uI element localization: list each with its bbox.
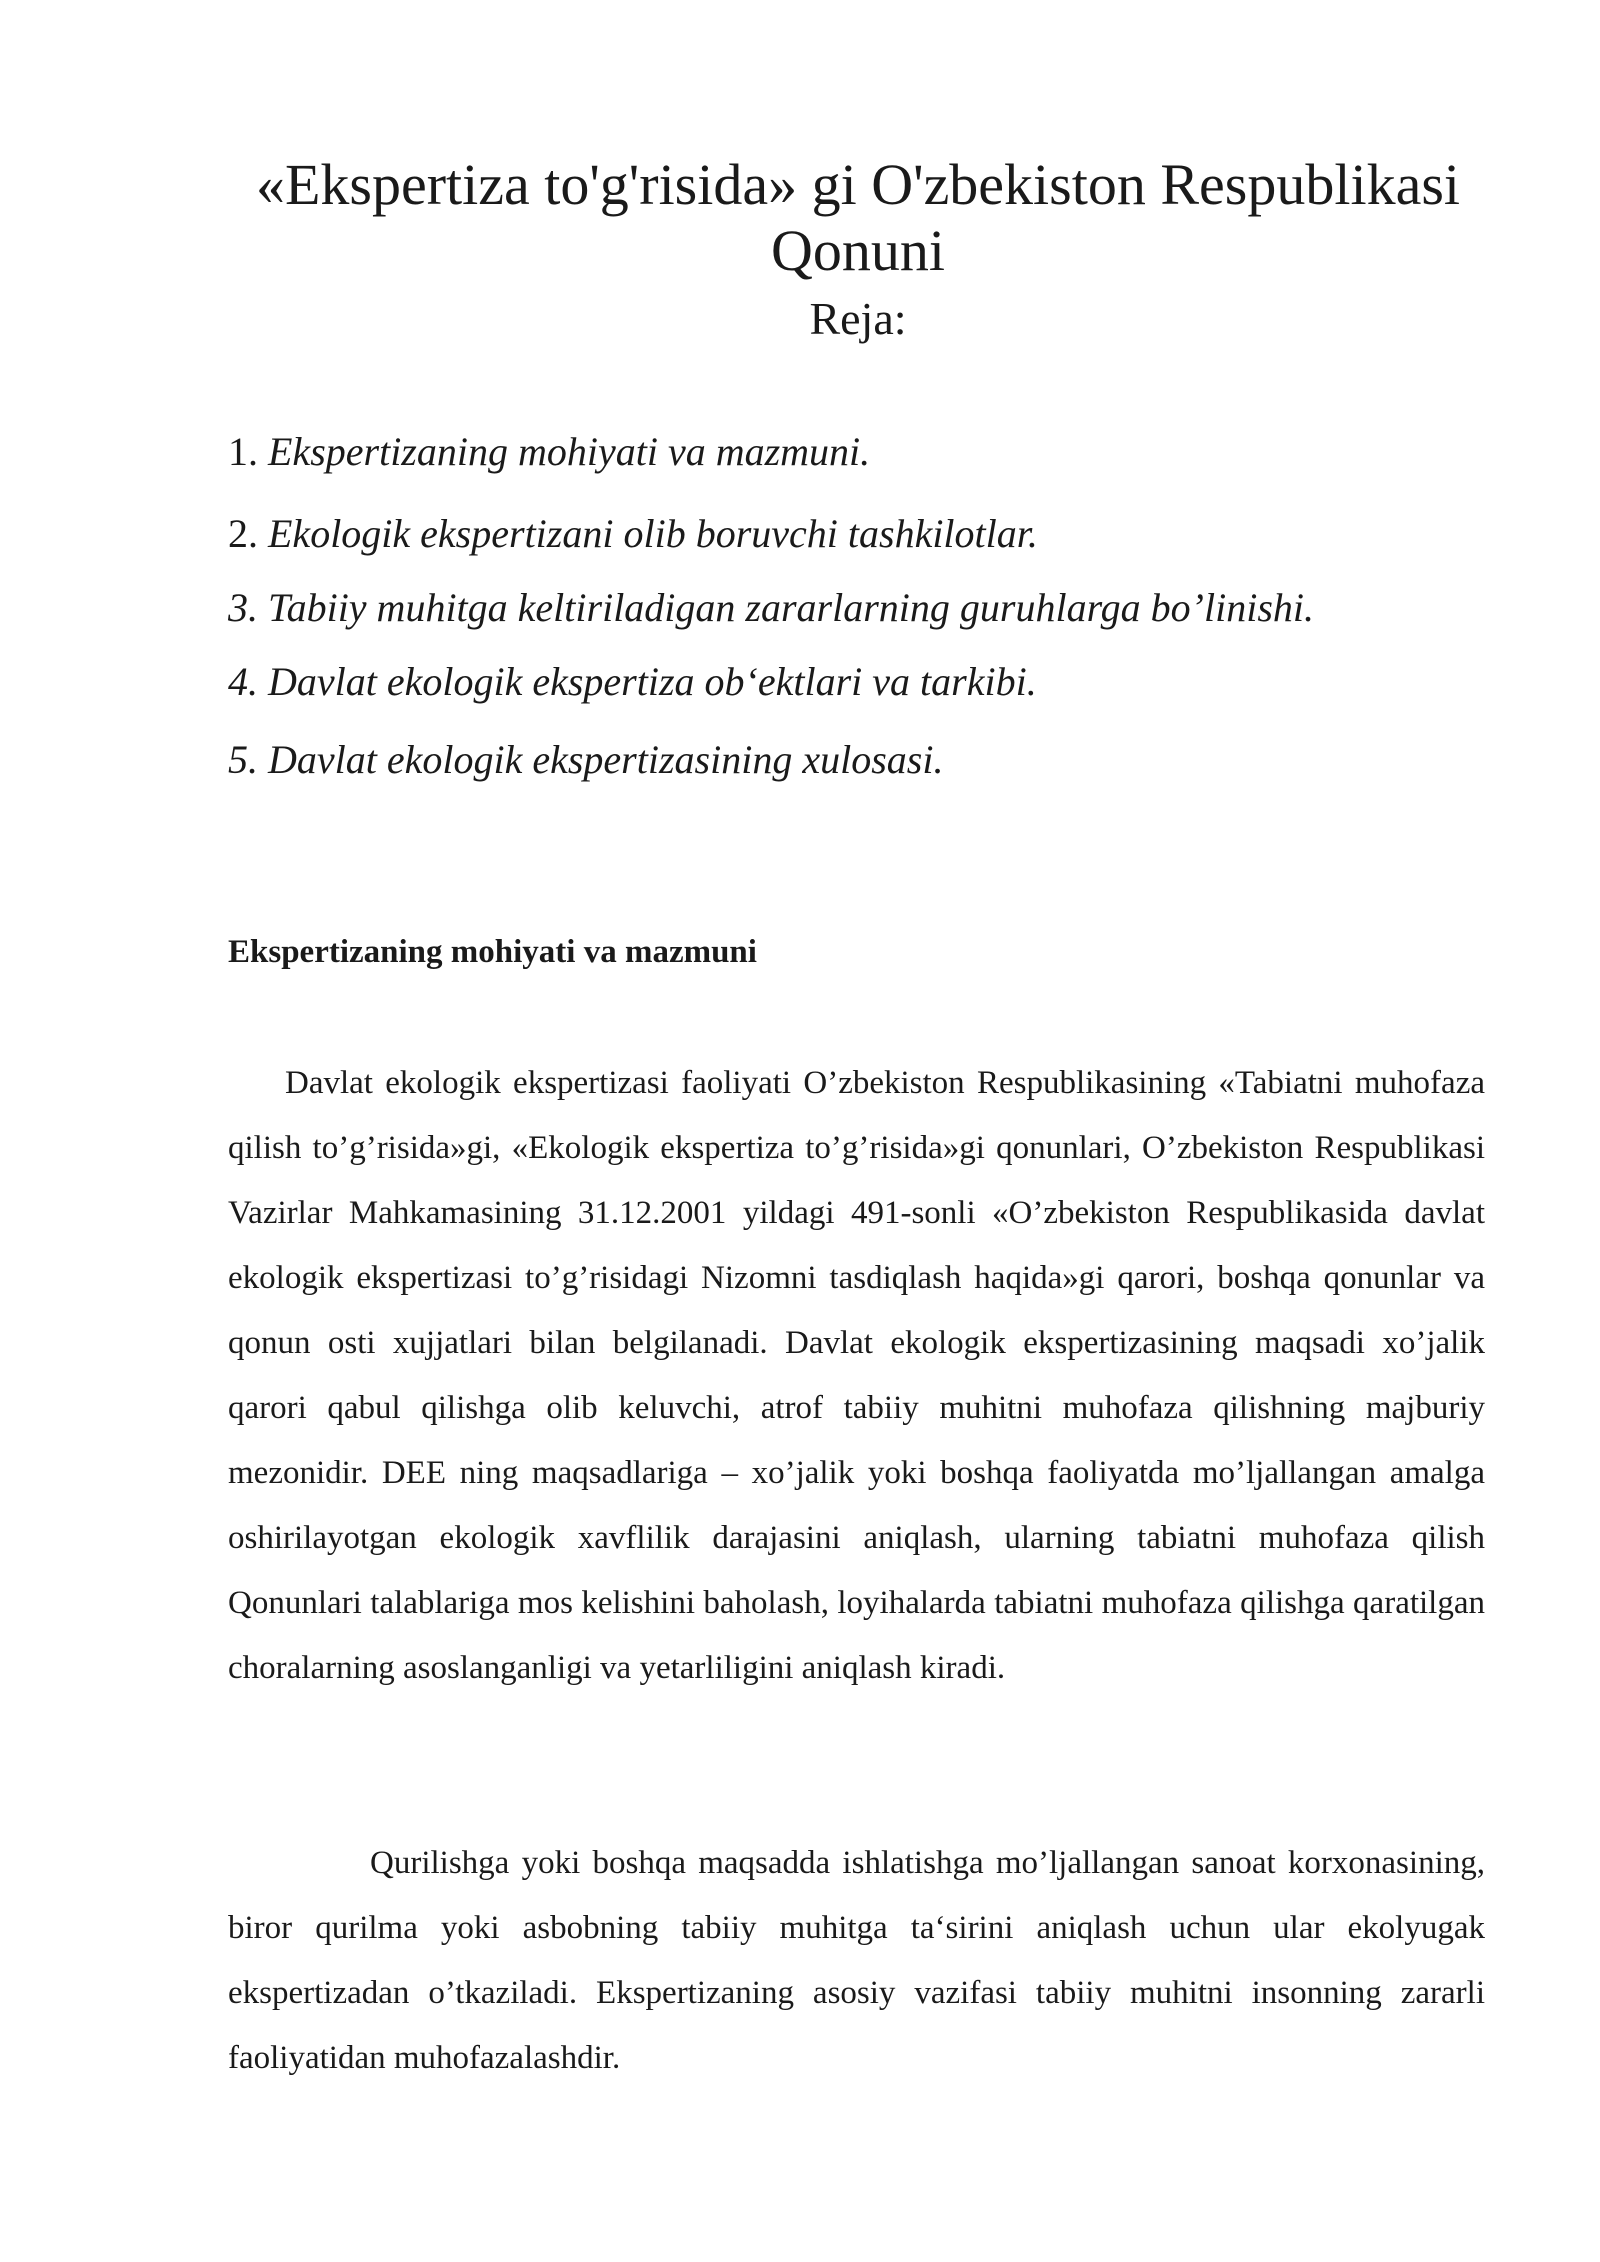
plan-item-number: 5.: [228, 737, 258, 782]
plan-item-text: Ekologik ekspertizani olib boruvchi tashkilotlar.: [268, 511, 1038, 556]
plan-item: [228, 584, 1314, 632]
plan-item-text: Tabiiy muhitga keltiriladigan zararlarning guruhlarga bo’linishi.: [268, 585, 1315, 630]
plan-item: [228, 510, 1038, 558]
plan-item: [228, 736, 943, 784]
plan-item-number: 3.: [228, 585, 258, 630]
plan-heading: Reja:: [809, 293, 907, 344]
plan-item-text: Davlat ekologik ekspertizasining xulosasi.: [268, 737, 944, 782]
body-paragraph: Davlat ekologik ekspertizasi faoliyati O’zbekiston Respublikasining «Tabiatni muhofaza qilish to’g’risida»gi, «Ekologik ekspertiza to’g’risida»gi qonunlari, O’zbekiston Respublikasi Vazirlar Mahkamasining 31.12.2001 yildagi 491-sonli «O’zbekiston Respublikasida davlat ekologik ekspertizasi to’g’risidagi Nizomni tasdiqlash haqida»gi qarori, boshqa qonunlar va qonun osti xujjatlari bilan belgilanadi. Davlat ekologik ekspertizasining maqsadi xo’jalik qarori qabul qilishga olib keluvchi, atrof tabiiy muhitni muhofaza qilishning majburiy mezonidir. DEE ning maqsadlariga – xo’jalik yoki boshqa faoliyatda mo’ljallangan amalga oshirilayotgan ekologik xavflilik darajasini aniqlash, ularning tabiatni muhofaza qilish Qonunlari talablariga mos kelishini baholash, loyihalarda tabiatni muhofaza qilishga qaratilgan choralarning asoslanganligi va yetarliligini aniqlash kiradi.: [228, 1065, 1485, 1686]
plan-item-number: 2.: [228, 511, 258, 556]
plan-item-number: 1.: [228, 429, 258, 474]
document-title: «Ekspertiza to'g'risida» gi O'zbekiston Respublikasi Qonuni: [255, 152, 1461, 283]
plan-item: [228, 658, 1037, 706]
plan-item-number: 4.: [228, 659, 258, 704]
section-heading: Ekspertizaning mohiyati va mazmuni: [228, 934, 757, 970]
plan-item-text: Ekspertizaning mohiyati va mazmuni.: [268, 429, 871, 474]
body-paragraph: Qurilishga yoki boshqa maqsadda ishlatishga mo’ljallangan sanoat korxonasining, biror qurilma yoki asbobning tabiiy muhitga ta‘sirini aniqlash uchun ular ekolyugak ekspertizadan o’tkaziladi. Ekspertizaning asosiy vazifasi tabiiy muhitni insonning zararli faoliyatidan muhofazalashdir.: [228, 1845, 1485, 2076]
plan-item: [228, 428, 870, 476]
plan-item-text: Davlat ekologik ekspertiza ob‘ektlari va tarkibi.: [268, 659, 1037, 704]
